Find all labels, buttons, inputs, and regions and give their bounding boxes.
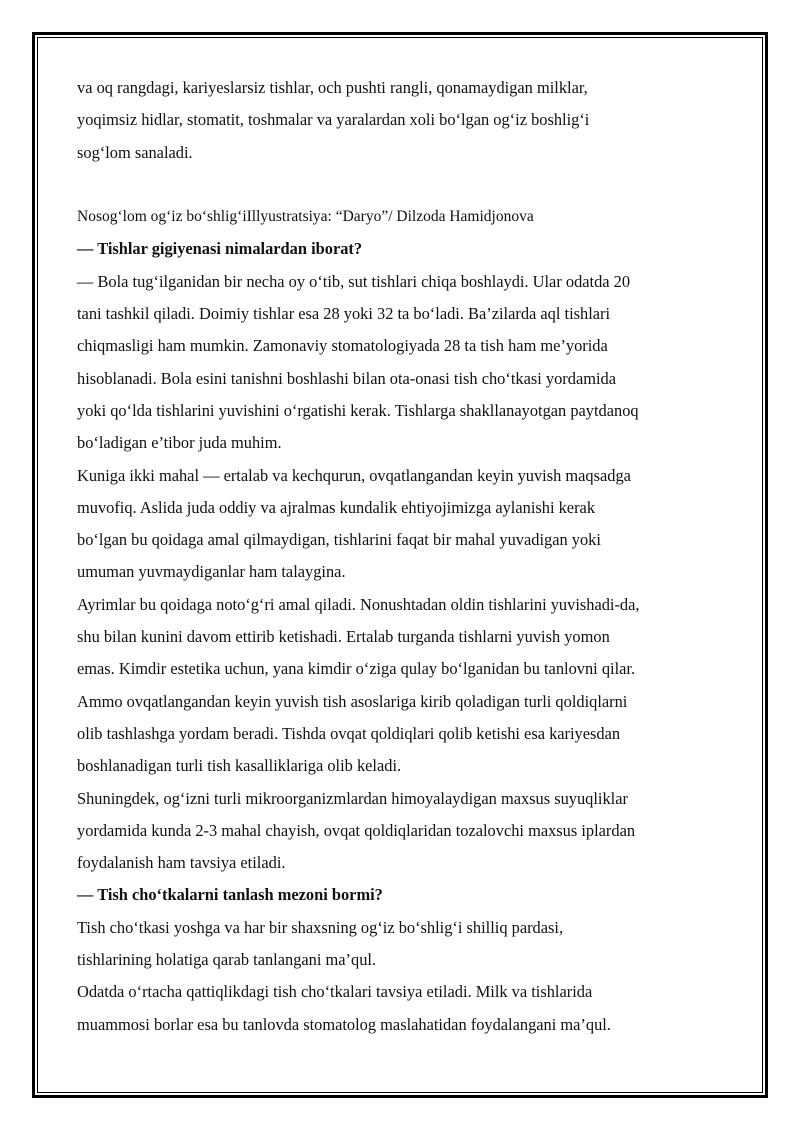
- body-line: hisoblanadi. Bola esini tanishni boshlashi bilan ota-onasi tish cho‘tkasi yordamida: [77, 368, 616, 388]
- body-line: Kuniga ikki mahal — ertalab va kechqurun, ovqatlangandan keyin yuvish maqsadga: [77, 465, 631, 485]
- paragraph-gap: [77, 169, 727, 201]
- body-line: muammosi borlar esa bu tanlovda stomatolog maslahatidan foydalangani ma’qul.: [77, 1014, 611, 1034]
- body-line: va oq rangdagi, kariyeslarsiz tishlar, och pushti rangli, qonamaydigan milklar,: [77, 78, 588, 97]
- body-line: olib tashlashga yordam beradi. Tishda ovqat qoldiqlari qolib ketishi esa kariyesdan: [77, 723, 621, 743]
- body-line: — Bola tug‘ilganidan bir necha oy o‘tib, sut tishlari chiqa boshlaydi. Ular odatda 20: [77, 271, 631, 291]
- body-line: yoki qo‘lda tishlarini yuvishini o‘rgatishi kerak. Tishlarga shakllanayotgan paytdanoq: [77, 400, 639, 420]
- body-line: Shuningdek, og‘izni turli mikroorganizmlardan himoyalaydigan maxsus suyuqliklar: [77, 788, 628, 808]
- body-line: foydalanish ham tavsiya etiladi.: [77, 853, 286, 873]
- body-line: yoqimsiz hidlar, stomatit, toshmalar va yaralardan xoli bo‘lgan og‘iz boshlig‘i: [77, 110, 590, 130]
- body-line: shu bilan kunini davom ettirib ketishadi. Ertalab turganda tishlarni yuvish yomon: [77, 627, 610, 647]
- body-line: chiqmasligi ham mumkin. Zamonaviy stomatologiyada 28 ta tish ham me’yorida: [77, 336, 608, 356]
- body-line: sog‘lom sanaladi.: [77, 142, 193, 162]
- body-line: emas. Kimdir estetika uchun, yana kimdir o‘ziga qulay bo‘lganidan bu tanlovni qilar.: [77, 659, 636, 679]
- body-line: tishlarining holatiga qarab tanlangani ma’qul.: [77, 950, 377, 970]
- body-line: Tish cho‘tkasi yoshga va har bir shaxsning og‘iz bo‘shlig‘i shilliq pardasi,: [77, 917, 564, 937]
- illustration-caption: Nosog‘lom og‘iz bo‘shlig‘iIllyustratsiya: “Daryo”/ Dilzoda Hamidjonova: [77, 208, 534, 226]
- body-line: muvofiq. Aslida juda oddiy va ajralmas kundalik ehtiyojimizga aylanishi kerak: [77, 497, 596, 517]
- section-question: — Tish cho‘tkalarni tanlash mezoni bormi?: [77, 885, 383, 905]
- section-question: — Tishlar gigiyenasi nimalardan iborat?: [77, 239, 363, 259]
- body-line: boshlanadigan turli tish kasalliklariga olib keladi.: [77, 756, 402, 776]
- body-line: bo‘ladigan e’tibor juda muhim.: [77, 433, 282, 453]
- document-body: [77, 72, 727, 1041]
- body-line: tani tashkil qiladi. Doimiy tishlar esa 28 yoki 32 ta bo‘ladi. Ba’zilarda aql tishlari: [77, 304, 611, 324]
- body-line: umuman yuvmaydiganlar ham talaygina.: [77, 562, 346, 582]
- body-line: yordamida kunda 2-3 mahal chayish, ovqat qoldiqlaridan tozalovchi maxsus iplardan: [77, 820, 636, 840]
- body-line: bo‘lgan bu qoidaga amal qilmaydigan, tishlarini faqat bir mahal yuvadigan yoki: [77, 530, 601, 550]
- body-line: Ammo ovqatlangandan keyin yuvish tish asoslariga kirib qoladigan turli qoldiqlarni: [77, 691, 628, 711]
- body-line: Ayrimlar bu qoidaga noto‘g‘ri amal qiladi. Nonushtadan oldin tishlarini yuvishadi-da,: [77, 594, 640, 614]
- body-line: Odatda o‘rtacha qattiqlikdagi tish cho‘tkalari tavsiya etiladi. Milk va tishlarida: [77, 982, 593, 1002]
